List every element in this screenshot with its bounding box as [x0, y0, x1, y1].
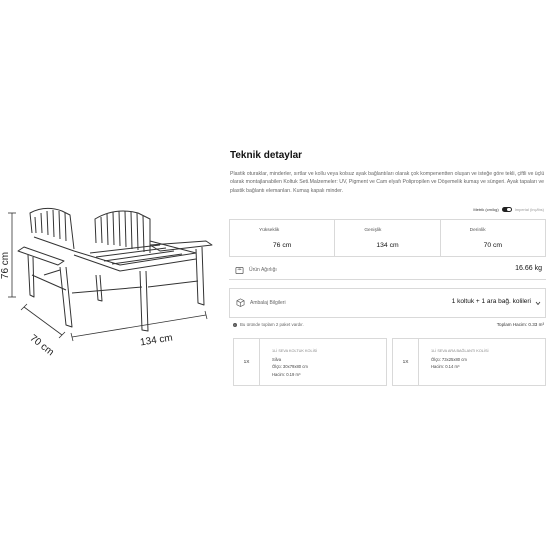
package-details	[431, 348, 489, 371]
depth-dimension-label: 70 cm	[27, 332, 56, 359]
dimension-cell-width	[335, 220, 440, 256]
dimension-label: Derinlik	[469, 228, 486, 233]
package-card	[233, 338, 387, 386]
scale-icon	[235, 266, 244, 275]
unit-toggle[interactable]	[502, 207, 512, 212]
sofa-drawing	[0, 175, 225, 395]
imperial-label: Imperial (inç/lbs)	[514, 207, 544, 212]
package-volume: Hacim: 0.14 m³	[431, 364, 460, 369]
dimension-value: 134 cm	[376, 242, 399, 249]
weight-value: 16.66 kg	[515, 265, 542, 272]
chevron-down-icon[interactable]	[535, 301, 541, 306]
dimension-cell-depth	[441, 220, 545, 256]
dimension-label: Genişlik	[364, 228, 382, 233]
section-title: Teknik detaylar	[230, 150, 303, 161]
metric-label: Metrik (cm/kg)	[473, 207, 499, 212]
dimension-cell-height	[230, 220, 335, 256]
dimension-value: 70 cm	[483, 242, 503, 249]
info-icon: i	[234, 322, 236, 327]
package-name: 1Lİ SEVA ARA BAĞLANTI KOLİSİ	[431, 349, 489, 353]
package-info	[233, 322, 304, 327]
product-weight-row	[229, 262, 546, 280]
package-card	[392, 338, 546, 386]
package-size: Ölçü: 30x79x80 cm	[272, 364, 308, 369]
package-info-text: Bu üründe toplam 2 paket vardır.	[240, 322, 304, 327]
dimension-value: 76 cm	[272, 242, 292, 249]
dimension-label: Yükseklik	[259, 228, 280, 233]
packaging-row[interactable]	[229, 288, 546, 318]
package-color: Silva	[272, 356, 282, 362]
packaging-value: 1 koltuk + 1 ara bağ. kolileri	[451, 298, 531, 305]
package-name: 1Lİ SEVA KOLTUK KOLİSİ	[272, 349, 318, 353]
product-description: Plastik oturaklar, minderler, sırtlar ve kollu veya kolsuz ayak bağlantıları olarak çok kompenentten oluşan ve isteğe göre tekli, çiftli ve üçlü olarak montajlanabilen Koltuk Seti.Malzemeler: UV, Pigment ve Cam elyafı Polipropilen ve Döşemelik kumaş ve süngeri. Ayak tapaları ve plastik bağlantı elemanları. Kumaş kapalı minder.	[230, 171, 545, 194]
package-details	[272, 348, 317, 378]
dimensions-table	[229, 219, 546, 257]
package-volume: Hacim: 0.19 m³	[272, 371, 301, 377]
total-volume: Toplam Hacim: 0.33 m³	[496, 322, 544, 327]
width-dimension-label: 134 cm	[139, 332, 174, 349]
unit-toggle-row	[473, 207, 544, 212]
package-size: Ölçü: 73x25x80 cm	[431, 356, 467, 362]
package-qty: 1X	[393, 339, 419, 385]
package-qty: 1X	[234, 339, 260, 385]
height-dimension-label: 76 cm	[0, 251, 12, 280]
weight-label: Ürün Ağırlığı	[249, 267, 277, 273]
packaging-label: Ambalaj Bilgileri	[250, 300, 286, 306]
box-icon	[236, 298, 245, 307]
